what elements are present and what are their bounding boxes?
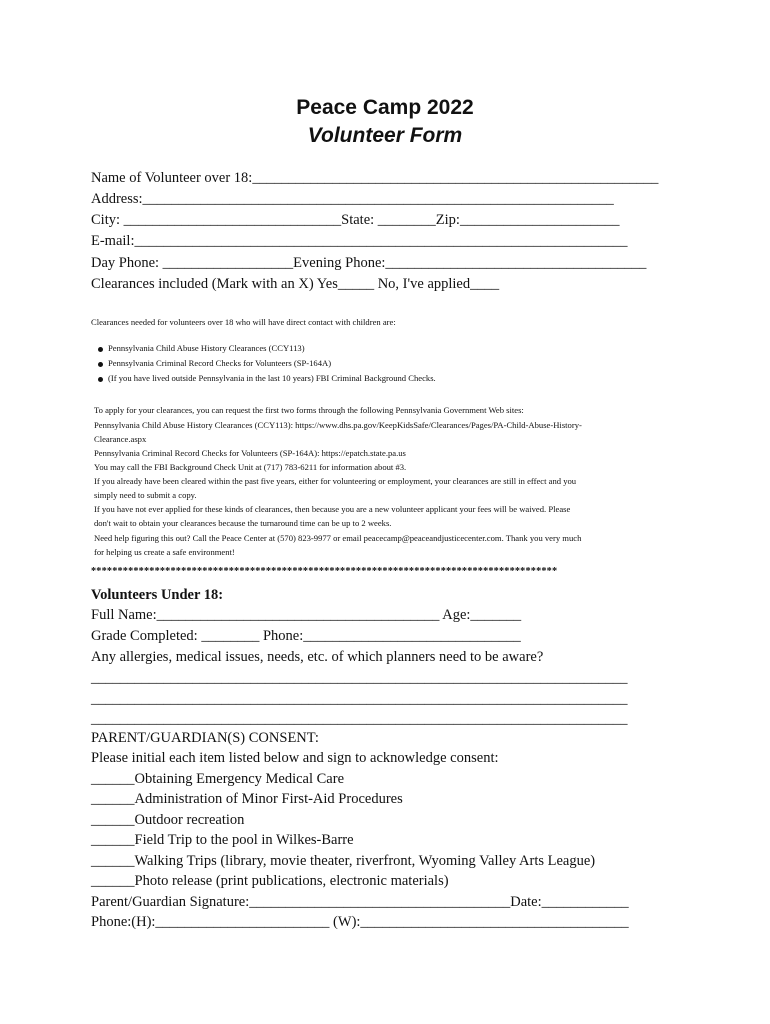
allergies-line[interactable]: __________________________________________________________________________ — [91, 670, 628, 686]
consent-item-first-aid[interactable]: ______Administration of Minor First-Aid Procedures — [91, 791, 403, 807]
bullet-icon — [98, 362, 103, 367]
bullet-icon — [98, 377, 103, 382]
instruction-line: Pennsylvania Criminal Record Checks for Volunteers (SP-164A): https://epatch.state.pa.us — [94, 448, 406, 458]
instruction-line: To apply for your clearances, you can request the first two forms through the following Pennsylvania Government Web sites: — [94, 405, 524, 415]
instruction-line: simply need to submit a copy. — [94, 490, 197, 500]
address-field[interactable]: Address:_________________________________________________________________ — [91, 191, 614, 207]
signature-date-field[interactable]: Parent/Guardian Signature:____________________________________Date:____________ — [91, 894, 629, 910]
form-subtitle: Volunteer Form — [307, 124, 463, 147]
bullet-icon — [98, 347, 103, 352]
form-title: Peace Camp 2022 — [296, 96, 474, 119]
allergies-line[interactable]: __________________________________________________________________________ — [91, 691, 628, 707]
clearances-needed-text: Clearances needed for volunteers over 18 who will have direct contact with children are: — [91, 317, 396, 327]
full-name-age-field[interactable]: Full Name:_______________________________________ Age:_______ — [91, 607, 522, 623]
consent-item-medical-care[interactable]: ______Obtaining Emergency Medical Care — [91, 771, 345, 787]
consent-heading: PARENT/GUARDIAN(S) CONSENT: — [91, 730, 319, 746]
list-item: Pennsylvania Child Abuse History Clearances (CCY113) — [98, 343, 305, 354]
consent-item-outdoor-recreation[interactable]: ______Outdoor recreation — [91, 812, 245, 828]
instruction-line: Pennsylvania Child Abuse History Clearances (CCY113): https://www.dhs.pa.gov/KeepKidsSafe/Clearances/Pages/PA-Child-Abuse-History- — [94, 420, 582, 430]
instruction-line: don't wait to obtain your clearances because the turnaround time can be up to 2 weeks. — [94, 518, 392, 528]
list-item: (If you have lived outside Pennsylvania in the last 10 years) FBI Criminal Background Checks. — [98, 373, 436, 384]
allergies-question: Any allergies, medical issues, needs, etc. of which planners need to be aware? — [91, 649, 544, 665]
instruction-line: Clearance.aspx — [94, 434, 147, 444]
under18-heading: Volunteers Under 18: — [91, 587, 224, 603]
home-work-phone-field[interactable]: Phone:(H):________________________ (W):_____________________________________ — [91, 914, 629, 930]
consent-item-walking-trips[interactable]: ______Walking Trips (library, movie theater, riverfront, Wyoming Valley Arts League) — [91, 853, 596, 869]
instruction-line: If you have not ever applied for these kinds of clearances, then because you are a new volunteer applicant your fees will be waived. Please — [94, 504, 571, 514]
volunteer-name-field[interactable]: Name of Volunteer over 18:________________________________________________________ — [91, 170, 659, 186]
allergies-line[interactable]: __________________________________________________________________________ — [91, 711, 628, 727]
instruction-line: Need help figuring this out? Call the Peace Center at (570) 823-9977 or email peacecamp@peaceandjusticecenter.com. Thank you very much — [94, 533, 582, 543]
list-item: Pennsylvania Criminal Record Checks for Volunteers (SP-164A) — [98, 358, 331, 369]
consent-item-photo-release[interactable]: ______Photo release (print publications, electronic materials) — [91, 873, 449, 889]
instruction-line: You may call the FBI Background Check Unit at (717) 783-6211 for information about #3. — [94, 462, 407, 472]
consent-item-pool-trip[interactable]: ______Field Trip to the pool in Wilkes-Barre — [91, 832, 354, 848]
email-field[interactable]: E-mail:____________________________________________________________________ — [91, 233, 628, 249]
section-divider: **************************************************************************************** — [91, 566, 558, 577]
grade-phone-field[interactable]: Grade Completed: ________ Phone:______________________________ — [91, 628, 521, 644]
city-state-zip-field[interactable]: City: ______________________________State: ________Zip:______________________ — [91, 212, 620, 228]
phone-field[interactable]: Day Phone: __________________Evening Phone:____________________________________ — [91, 255, 647, 271]
clearances-included-field[interactable]: Clearances included (Mark with an X) Yes_____ No, I've applied____ — [91, 276, 500, 292]
instruction-line: If you already have been cleared within the past five years, either for volunteering or employment, your clearances are still in effect and you — [94, 476, 577, 486]
consent-instruction: Please initial each item listed below and sign to acknowledge consent: — [91, 750, 499, 766]
instruction-line: for helping us create a safe environment! — [94, 547, 235, 557]
